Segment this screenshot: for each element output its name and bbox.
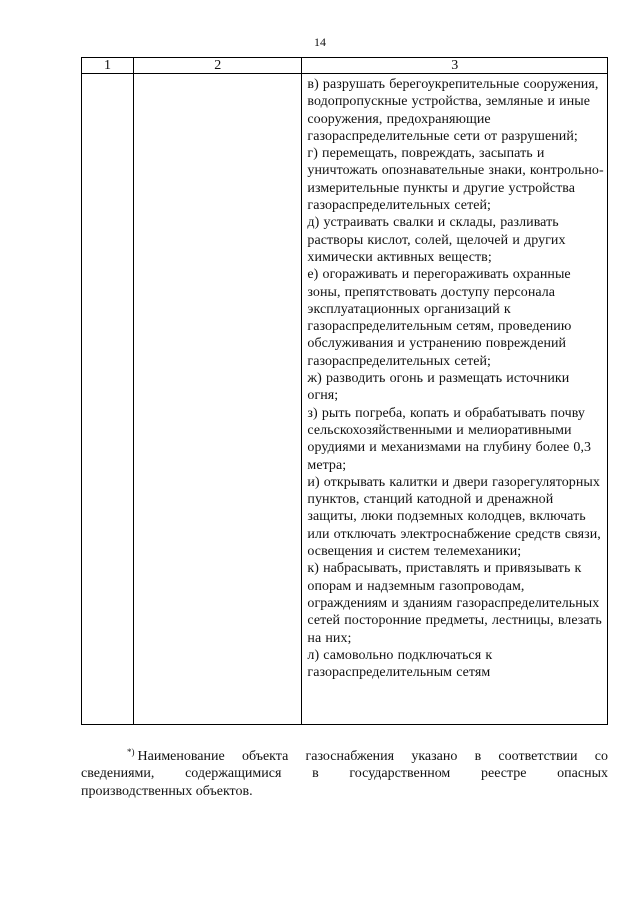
- list-item-e: е) огораживать и перегораживать охранные зоны, препятствовать доступу персонала эксплуатационных организаций к газораспределительным сетям, проведению обслуживания и устранению повреждений газораспределительных сетей;: [307, 267, 572, 369]
- list-item-i: и) открывать калитки и двери газорегуляторных пунктов, станций катодной и дренажной защиты, люки подземных колодцев, включать или отключать электроснабжение средств связи, освещения и систем телемеханики;: [307, 474, 601, 560]
- column-header-1: 1: [82, 58, 134, 74]
- column-header-2: 2: [134, 58, 302, 74]
- table-cell-col3: [302, 74, 608, 725]
- table-cell-col2: [134, 74, 302, 725]
- footnote-line-2: сведениями, содержащимися в государственном реестре опасных: [81, 766, 608, 782]
- list-item-g: г) перемещать, повреждать, засыпать и уничтожать опознавательные знаки, контрольно-измерительные пункты и другие устройства газораспределительных сетей;: [307, 146, 604, 214]
- list-item-l: л) самовольно подключаться к газораспределительным сетям: [307, 647, 493, 681]
- protection-rules-table: [81, 57, 608, 725]
- list-item-zh: ж) разводить огонь и размещать источники огня;: [307, 371, 570, 404]
- footnote: [81, 744, 608, 800]
- footnote-text-1: Наименование объекта газоснабжения указано в соответствии со: [137, 749, 608, 764]
- list-item-d: д) устраивать свалки и склады, разливать растворы кислот, солей, щелочей и других химически активных веществ;: [307, 215, 566, 265]
- list-item-z: з) рыть погреба, копать и обрабатывать почву сельскохозяйственными и мелиоративными орудиями и механизмами на глубину более 0,3 метра;: [307, 405, 592, 473]
- footnote-line-1: [81, 744, 608, 765]
- table-cell-col1: [82, 74, 134, 725]
- list-item-v: в) разрушать берегоукрепительные сооружения, водопропускные устройства, земляные и иные сооружения, предохраняющие газораспределительные сети от разрушений;: [307, 77, 599, 144]
- footnote-line-3: производственных объектов.: [81, 783, 253, 799]
- page-number: 14: [314, 35, 326, 49]
- column-header-3: 3: [302, 58, 608, 74]
- table-header-row: [82, 58, 608, 74]
- table-row: [82, 74, 608, 725]
- footnote-marker: *): [127, 747, 135, 757]
- list-item-k: к) набрасывать, приставлять и привязывать к опорам и надземным газопроводам, ограждениям и зданиям газораспределительных сетей посторонние предметы, лестницы, влезать на них;: [307, 561, 602, 646]
